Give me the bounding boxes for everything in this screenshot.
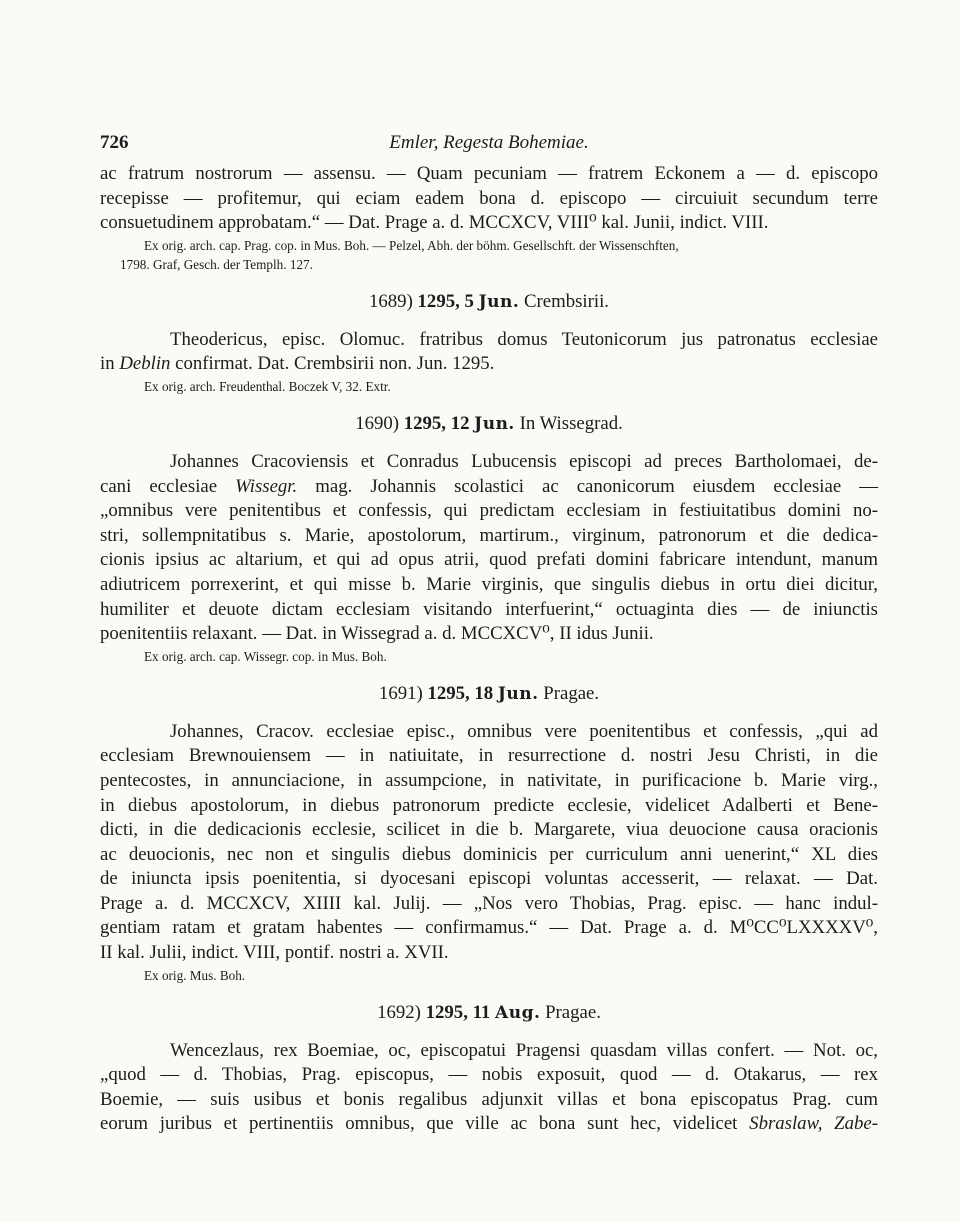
- page-header: [100, 128, 878, 158]
- entry-date: 1295, 11: [425, 1001, 491, 1023]
- text-line: stri, sollempnitatibus s. Marie, apostolorum, martirum., virginum, patronorum et die dedica-: [100, 524, 878, 546]
- text-segment: confirmat. Dat. Crembsirii non. Jun. 1295.: [170, 353, 495, 375]
- place-name: Sbraslaw, Zabe-: [749, 1113, 878, 1135]
- source-note: Ex orig. Mus. Boh.: [144, 967, 246, 983]
- text-line: Johannes, Cracov. ecclesiae episc., omnibus vere poenitentibus et confessis, „qui ad: [170, 720, 878, 742]
- text-line: [100, 1112, 878, 1137]
- place-name: Deblin: [119, 353, 171, 375]
- text-line: dicti, in die dedicacionis ecclesie, scilicet in die b. Margarete, viua deuocione causa oracionis: [100, 819, 878, 841]
- entry-number: 1691): [378, 682, 423, 704]
- entry-place: Crembsirii.: [523, 290, 609, 312]
- entry-place: In Wissegrad.: [519, 412, 623, 434]
- text-line: [100, 352, 878, 377]
- text-line: gentiam ratam et gratam habentes — confirmamus.“ — Dat. Prage a. d. M⁰CC⁰LXXXXV⁰,: [100, 917, 878, 939]
- regest-entry: [100, 1001, 878, 1137]
- entry-heading: [100, 682, 878, 706]
- text-line: „omnibus vere penitentibus et confessis, qui predictam ecclesiam in festiuitatibus domini no-: [100, 500, 878, 522]
- text-line: „quod — d. Thobias, Prag. episcopus, — nobis exposuit, quod — d. Otakarus, — rex: [100, 1064, 878, 1086]
- text-segment: eorum juribus et pertinentiis omnibus, que ville ac bona sunt hec, videlicet: [100, 1113, 750, 1135]
- source-note: Ex orig. arch. cap. Wissegr. cop. in Mus. Boh.: [144, 648, 387, 664]
- entry-date: 1295, 5: [417, 290, 474, 312]
- text-line: in diebus apostolorum, in diebus patronorum predicte ecclesie, videlicet Adalberti et Bene-: [100, 794, 878, 816]
- continuation-text: [100, 162, 878, 274]
- text-segment: cani ecclesiae: [100, 475, 236, 497]
- text-line: ac fratrum nostrorum — assensu. — Quam pecuniam — fratrem Eckonem a — d. episcopo: [100, 163, 878, 184]
- text-line: cionis ipsius ac altarium, et qui ad opus atrii, quod prefati domini fabricare intendunt, manum: [100, 549, 878, 571]
- document-page: [100, 128, 878, 1137]
- text-line: humiliter et deuote dictam ecclesiam visitando interfuerint,“ octuaginta dies — de iniunctis: [100, 598, 878, 620]
- entry-month: Jun.: [478, 291, 520, 312]
- entry-number: 1689): [369, 290, 413, 312]
- page-number: 726: [100, 132, 129, 153]
- running-title: Emler, Regesta Bohemiae.: [389, 132, 589, 153]
- entry-month: Jun.: [497, 683, 539, 704]
- entry-date: 1295, 18: [427, 682, 494, 704]
- place-name: Wissegr.: [235, 475, 298, 497]
- text-line: poenitentiis relaxant. — Dat. in Wissegrad a. d. MCCXCV⁰, II idus Junii.: [100, 623, 654, 645]
- text-line: Wencezlaus, rex Boemiae, oc, episcopatui Pragensi quasdam villas confert. — Not. oc,: [170, 1039, 878, 1061]
- source-note: Ex orig. arch. Freudenthal. Boczek V, 32. Extr.: [144, 378, 391, 394]
- entry-place: Pragae.: [543, 682, 600, 704]
- source-note: 1798. Graf, Gesch. der Templh. 127.: [120, 256, 313, 272]
- entry-heading: [100, 1001, 878, 1025]
- entry-heading: [100, 290, 878, 314]
- text-line: pentecostes, in annunciacione, in assumpcione, in nativitate, in purificacione b. Marie virg.,: [100, 769, 878, 791]
- text-line: Prage a. d. MCCXCV, XIIII kal. Julij. — „Nos vero Thobias, Prag. episc. — hanc indul-: [100, 892, 878, 914]
- text-line: [100, 475, 878, 500]
- entry-date: 1295, 12: [403, 412, 470, 434]
- text-line: consuetudinem approbatam.“ — Dat. Prage a. d. MCCXCV, VIII⁰ kal. Junii, indict. VIII.: [100, 212, 769, 234]
- regest-entry: [100, 290, 878, 396]
- text-line: II kal. Julii, indict. VIII, pontif. nostri a. XVII.: [100, 942, 449, 964]
- entry-number: 1690): [355, 412, 400, 434]
- regest-entry: [100, 682, 878, 985]
- entry-number: 1692): [377, 1001, 421, 1023]
- entry-heading: [100, 412, 878, 436]
- text-line: de iniuncta ipsis poenitentia, si dyocesani episcopi voluntas accesserit, — relaxat. — Dat.: [100, 868, 878, 890]
- text-line: ecclesiam Brewnouiensem — in natiuitate, in resurrectione d. nostri Jesu Christi, in die: [100, 745, 878, 767]
- regest-entry: [100, 412, 878, 666]
- text-segment: mag. Johannis scolastici ac canonicorum eiusdem ecclesiae —: [297, 475, 879, 497]
- text-line: Boemie, — suis usibus et bonis regalibus adjunxit villas et bona episcopatus Prag. cum: [100, 1088, 878, 1110]
- entry-month: Aug.: [495, 1002, 541, 1023]
- text-line: recepisse — profitemur, qui eciam eadem bona d. episcopo — circuiuit secundum terre: [100, 187, 878, 209]
- text-line: adiutricem porrexerint, et qui misse b. Marie virginis, que singulis diebus in ortu diei dicitur,: [100, 573, 878, 595]
- source-note: Ex orig. arch. cap. Prag. cop. in Mus. Boh. — Pelzel, Abh. der böhm. Gesellschft. der Wissenschften,: [144, 237, 679, 253]
- text-line: Johannes Cracoviensis et Conradus Lubucensis episcopi ad preces Bartholomaei, de-: [170, 450, 878, 472]
- text-line: ac deuocionis, nec non et singulis diebus dominicis per curriculum anni uenerint,“ XL dies: [100, 843, 878, 865]
- text-line: Theodericus, episc. Olomuc. fratribus domus Teutonicorum jus patronatus ecclesiae: [170, 328, 878, 350]
- entry-month: Jun.: [474, 413, 515, 434]
- text-segment: in: [100, 353, 120, 375]
- entry-place: Pragae.: [545, 1001, 601, 1023]
